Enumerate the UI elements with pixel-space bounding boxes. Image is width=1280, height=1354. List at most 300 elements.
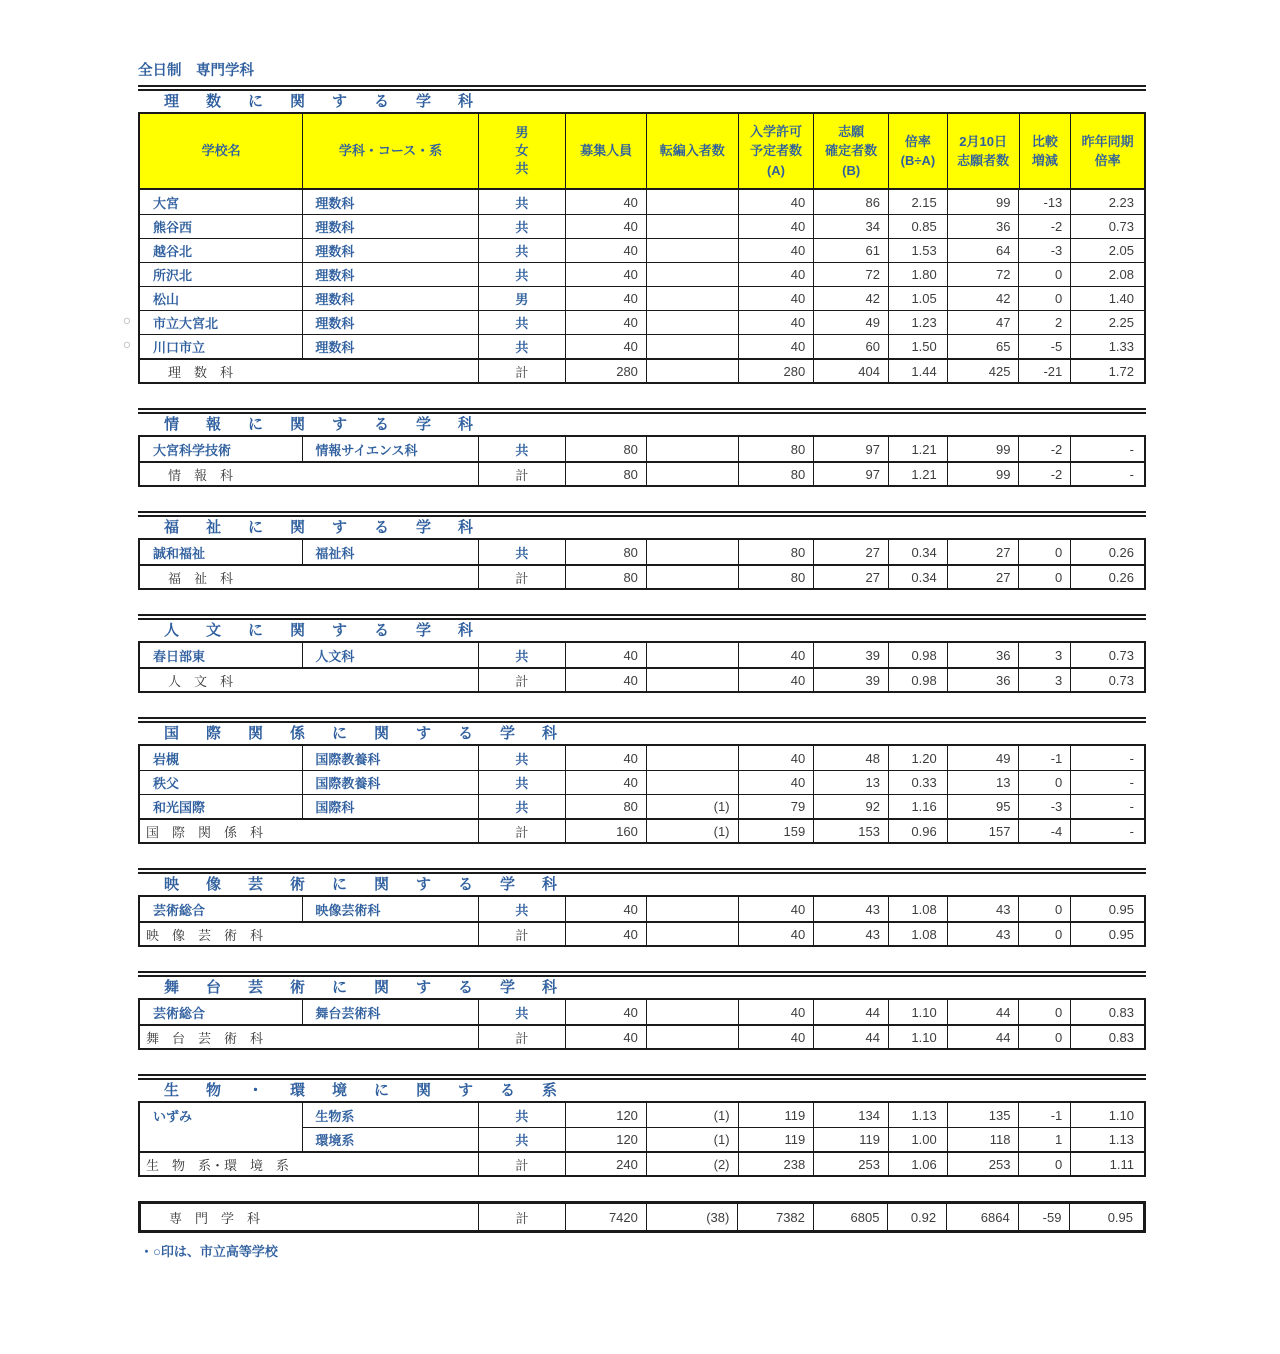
cell-feb10-applicants: 118 <box>948 1127 1020 1151</box>
cell-gender: 共 <box>479 1127 567 1151</box>
header-line: 女 <box>515 142 529 158</box>
cell-applicants-confirmed: 404 <box>814 358 889 382</box>
total-row <box>140 358 1144 382</box>
header-line: (A) <box>766 162 785 178</box>
table-row <box>140 214 1144 238</box>
cell-diff: -3 <box>1019 238 1071 262</box>
cell-lastyear-ratio: - <box>1071 461 1144 485</box>
cell-admit-planned: 40 <box>739 746 815 770</box>
cell-ratio: 1.21 <box>889 437 948 461</box>
cell-transfer: (1) <box>647 1127 739 1151</box>
cell-applicants-confirmed: 34 <box>814 214 889 238</box>
cell-lastyear-ratio: 0.95 <box>1108 901 1134 917</box>
cell-admit-planned: 79 <box>739 794 815 818</box>
section <box>138 1101 1146 1177</box>
cell-capacity: 40 <box>566 190 647 214</box>
cell-school: 春日部東 <box>140 643 303 667</box>
cell-total-mark: 計 <box>479 1024 567 1048</box>
cell-admit-planned: 40 <box>739 770 815 794</box>
cell-gender: 共 <box>479 437 567 461</box>
cell-diff: -2 <box>1019 461 1071 485</box>
section <box>138 998 1146 1050</box>
section <box>122 112 1146 384</box>
cell-lastyear-ratio: 0.95 <box>1071 921 1144 945</box>
cell-transfer <box>647 1024 739 1048</box>
cell-diff: 0 <box>1019 262 1071 286</box>
cell-applicants-confirmed: 42 <box>814 286 889 310</box>
table-row <box>140 437 1144 461</box>
cell-total-mark: 計 <box>479 564 567 588</box>
cell-feb10-applicants: 64 <box>948 238 1020 262</box>
header-line: 倍率 <box>904 133 931 149</box>
cell-applicants-confirmed: 134 <box>814 1103 889 1127</box>
section <box>138 538 1146 590</box>
header-line: 2月10日 <box>959 133 1007 149</box>
cell-transfer <box>647 190 739 214</box>
cell-total-label: 映 像 芸 術 科 <box>140 921 479 945</box>
header-applicants-confirmed <box>814 114 889 190</box>
cell-school: 川口市立 <box>140 334 303 358</box>
cell-lastyear-ratio: 1.33 <box>1071 334 1144 358</box>
cell-feb10-applicants: 95 <box>948 794 1020 818</box>
cell-lastyear-ratio: 1.10 <box>1108 1107 1134 1123</box>
header-line: 比較 <box>1031 133 1058 149</box>
cell-lastyear-ratio: 1.72 <box>1071 358 1144 382</box>
cell-feb10-applicants: 36 <box>948 214 1020 238</box>
cell-capacity: 7420 <box>566 1204 647 1230</box>
cell-lastyear-ratio: 0.26 <box>1071 564 1144 588</box>
cell-gender: 共 <box>479 540 567 564</box>
cell-admit-planned: 80 <box>739 540 815 564</box>
cell-applicants-confirmed: 39 <box>814 667 889 691</box>
cell-diff: 0 <box>1019 540 1071 564</box>
cell-feb10-applicants: 27 <box>948 540 1020 564</box>
cell-ratio: 0.96 <box>889 818 948 842</box>
cell-capacity: 40 <box>566 770 647 794</box>
cell-ratio: 0.98 <box>889 643 948 667</box>
section-title: 理 数 に 関 す る 学 科 <box>164 93 480 110</box>
header-line: 確定者数 <box>825 143 878 159</box>
cell-lastyear-ratio: 0.83 <box>1108 1004 1134 1020</box>
table-row <box>140 746 1144 770</box>
cell-school: 誠和福祉 <box>140 540 303 564</box>
cell-admit-planned: 40 <box>739 897 815 921</box>
cell-admit-planned: 40 <box>739 262 815 286</box>
cell-admit-planned: 40 <box>739 921 815 945</box>
cell-lastyear-ratio: 1.11 <box>1071 1151 1144 1175</box>
table-row <box>140 190 1144 214</box>
cell-admit-planned: 40 <box>739 334 815 358</box>
cell-diff: 0 <box>1019 1151 1071 1175</box>
section-title: 福 祉 に 関 す る 学 科 <box>164 519 480 536</box>
cell-applicants-confirmed: 6805 <box>814 1204 889 1230</box>
section-title: 情 報 に 関 す る 学 科 <box>164 416 480 433</box>
cell-applicants-confirmed: 253 <box>814 1151 889 1175</box>
cell-school: 市立大宮北 <box>140 310 303 334</box>
cell-lastyear-ratio: - <box>1071 818 1144 842</box>
cell-total-mark: 計 <box>479 358 567 382</box>
cell-gender: 共 <box>479 310 567 334</box>
table-row <box>140 770 1144 794</box>
data-table <box>138 641 1146 693</box>
cell-feb10-applicants: 47 <box>948 310 1020 334</box>
cell-admit-planned: 80 <box>739 437 815 461</box>
table-row <box>140 310 1144 334</box>
data-table <box>138 112 1146 384</box>
cell-total-mark: 計 <box>479 667 567 691</box>
cell-capacity: 40 <box>566 746 647 770</box>
municipal-circle-marker: ○ <box>122 336 132 352</box>
cell-ratio: 1.50 <box>889 334 948 358</box>
table-row <box>140 238 1144 262</box>
cell-admit-planned: 119 <box>739 1127 815 1151</box>
cell-admit-planned: 238 <box>739 1151 815 1175</box>
header-line: 男 <box>515 124 529 140</box>
cell-feb10-applicants: 49 <box>948 746 1020 770</box>
cell-admit-planned: 40 <box>739 190 815 214</box>
cell-school: いずみ <box>140 1103 303 1127</box>
header-ratio <box>889 114 948 190</box>
cell-applicants-confirmed: 43 <box>814 897 889 921</box>
cell-school: 大宮 <box>140 190 303 214</box>
cell-transfer: (1) <box>647 818 739 842</box>
cell-lastyear-ratio: 0.26 <box>1108 544 1134 560</box>
cell-transfer <box>647 770 739 794</box>
cell-gender: 共 <box>479 262 567 286</box>
cell-transfer: (1) <box>647 1103 739 1127</box>
cell-applicants-confirmed: 60 <box>814 334 889 358</box>
cell-ratio: 1.16 <box>889 794 948 818</box>
cell-lastyear-ratio: 0.83 <box>1071 1024 1144 1048</box>
cell-applicants-confirmed: 153 <box>814 818 889 842</box>
cell-admit-planned: 40 <box>739 214 815 238</box>
data-table <box>138 435 1146 487</box>
total-row <box>140 1151 1144 1175</box>
cell-transfer: (2) <box>647 1151 739 1175</box>
cell-admit-planned: 40 <box>739 310 815 334</box>
cell-feb10-applicants: 42 <box>948 286 1020 310</box>
cell-applicants-confirmed: 27 <box>814 564 889 588</box>
total-row <box>140 818 1144 842</box>
cell-total-mark: 計 <box>479 921 567 945</box>
cell-capacity: 40 <box>566 334 647 358</box>
cell-admit-planned: 40 <box>739 1024 815 1048</box>
cell-gender: 共 <box>479 1103 567 1127</box>
cell-capacity: 120 <box>566 1127 647 1151</box>
cell-applicants-confirmed: 119 <box>814 1127 889 1151</box>
cell-gender: 男 <box>479 286 567 310</box>
cell-ratio: 0.34 <box>889 540 948 564</box>
cell-capacity: 40 <box>566 921 647 945</box>
total-row <box>141 1204 1143 1230</box>
cell-lastyear-ratio: 2.25 <box>1071 310 1144 334</box>
cell-transfer <box>647 564 739 588</box>
section <box>138 895 1146 947</box>
header-line: (B÷A) <box>900 153 936 168</box>
header-line: 志願 <box>838 123 865 139</box>
cell-feb10-applicants: 44 <box>948 1000 1020 1024</box>
section-title: 映 像 芸 術 に 関 す る 学 科 <box>164 876 564 893</box>
header-line: 共 <box>515 160 529 176</box>
cell-capacity: 40 <box>566 286 647 310</box>
table-row <box>140 897 1144 921</box>
cell-applicants-confirmed: 43 <box>814 921 889 945</box>
sections-container <box>122 91 1146 1177</box>
cell-total-label: 理 数 科 <box>140 358 479 382</box>
cell-course: 理数科 <box>303 310 478 334</box>
cell-diff: -3 <box>1019 794 1071 818</box>
cell-transfer <box>647 1000 739 1024</box>
cell-admit-planned: 40 <box>739 643 815 667</box>
cell-diff: 0 <box>1019 1024 1071 1048</box>
total-row <box>140 461 1144 485</box>
cell-admit-planned: 7382 <box>738 1204 814 1230</box>
cell-course: 人文科 <box>303 643 478 667</box>
cell-applicants-confirmed: 48 <box>814 746 889 770</box>
cell-total-mark: 計 <box>479 461 567 485</box>
cell-ratio: 0.98 <box>889 667 948 691</box>
cell-transfer <box>647 897 739 921</box>
cell-applicants-confirmed: 49 <box>814 310 889 334</box>
total-row <box>140 1024 1144 1048</box>
cell-school: 大宮科学技術 <box>140 437 303 461</box>
cell-lastyear-ratio: 2.05 <box>1071 238 1144 262</box>
cell-ratio: 1.05 <box>889 286 948 310</box>
cell-feb10-applicants: 135 <box>948 1103 1020 1127</box>
cell-capacity: 80 <box>566 461 647 485</box>
cell-lastyear-ratio: 2.23 <box>1108 194 1134 210</box>
header-line: 倍率 <box>1094 153 1121 168</box>
cell-course: 理数科 <box>303 262 478 286</box>
cell-diff: -5 <box>1019 334 1071 358</box>
cell-diff: -2 <box>1019 214 1071 238</box>
cell-lastyear-ratio: 1.40 <box>1071 286 1144 310</box>
section <box>138 641 1146 693</box>
cell-applicants-confirmed: 86 <box>814 190 889 214</box>
cell-ratio: 0.33 <box>889 770 948 794</box>
table-row <box>140 334 1144 358</box>
cell-total-label: 福 祉 科 <box>140 564 479 588</box>
table-row <box>140 794 1144 818</box>
cell-capacity: 40 <box>566 1024 647 1048</box>
cell-capacity: 40 <box>566 214 647 238</box>
cell-capacity: 160 <box>566 818 647 842</box>
cell-transfer: (1) <box>647 794 739 818</box>
cell-diff: 0 <box>1019 921 1071 945</box>
table-header-row <box>140 114 1144 190</box>
section-title: 舞 台 芸 術 に 関 す る 学 科 <box>164 979 564 996</box>
cell-diff: 1 <box>1019 1127 1071 1151</box>
cell-school: 所沢北 <box>140 262 303 286</box>
cell-total-mark: 計 <box>479 1151 567 1175</box>
cell-feb10-applicants: 99 <box>948 437 1020 461</box>
header-gender <box>479 114 567 190</box>
cell-feb10-applicants: 44 <box>948 1024 1020 1048</box>
table-row <box>140 1000 1144 1024</box>
cell-capacity: 80 <box>566 564 647 588</box>
cell-transfer <box>647 461 739 485</box>
cell-feb10-applicants: 6864 <box>947 1204 1019 1230</box>
cell-school <box>140 1127 303 1151</box>
cell-ratio: 1.53 <box>889 238 948 262</box>
cell-feb10-applicants: 36 <box>948 643 1020 667</box>
cell-transfer <box>647 540 739 564</box>
cell-course: 理数科 <box>303 334 478 358</box>
cell-course: 国際科 <box>303 794 478 818</box>
cell-course: 理数科 <box>303 190 478 214</box>
cell-diff: 3 <box>1019 643 1071 667</box>
cell-admit-planned: 40 <box>739 238 815 262</box>
cell-admit-planned: 40 <box>739 286 815 310</box>
table-row <box>140 286 1144 310</box>
grand-total-table <box>138 1201 1146 1233</box>
header-admit-planned <box>739 114 815 190</box>
cell-gender: 共 <box>479 214 567 238</box>
cell-total-mark: 計 <box>479 1204 566 1230</box>
cell-capacity: 40 <box>566 238 647 262</box>
cell-feb10-applicants: 157 <box>948 818 1020 842</box>
data-table <box>138 744 1146 844</box>
cell-applicants-confirmed: 61 <box>814 238 889 262</box>
cell-course: 国際教養科 <box>303 746 478 770</box>
cell-diff: 0 <box>1019 286 1071 310</box>
cell-diff: -1 <box>1019 1103 1071 1127</box>
cell-gender: 共 <box>479 643 567 667</box>
cell-feb10-applicants: 425 <box>948 358 1020 382</box>
cell-lastyear-ratio: - <box>1071 794 1144 818</box>
cell-total-label: 専 門 学 科 <box>141 1204 479 1230</box>
cell-diff: 0 <box>1019 770 1071 794</box>
cell-capacity: 40 <box>566 643 647 667</box>
cell-course: 映像芸術科 <box>303 897 478 921</box>
cell-applicants-confirmed: 72 <box>814 262 889 286</box>
cell-school: 和光国際 <box>140 794 303 818</box>
section <box>138 435 1146 487</box>
cell-ratio: 1.06 <box>889 1151 948 1175</box>
cell-gender: 共 <box>479 334 567 358</box>
cell-capacity: 80 <box>566 437 647 461</box>
cell-lastyear-ratio: - <box>1129 750 1134 766</box>
header-line: 昨年同期 <box>1081 133 1134 149</box>
cell-feb10-applicants: 43 <box>948 897 1020 921</box>
cell-course: 理数科 <box>303 286 478 310</box>
header-course: 学科・コース・系 <box>303 114 478 190</box>
cell-transfer <box>647 262 739 286</box>
cell-capacity: 240 <box>566 1151 647 1175</box>
cell-capacity: 40 <box>566 262 647 286</box>
cell-gender: 共 <box>479 1000 567 1024</box>
cell-transfer <box>647 214 739 238</box>
cell-lastyear-ratio: 0.73 <box>1071 214 1144 238</box>
cell-ratio: 0.92 <box>888 1204 947 1230</box>
cell-lastyear-ratio: 2.08 <box>1071 262 1144 286</box>
cell-lastyear-ratio: 0.73 <box>1108 647 1134 663</box>
cell-capacity: 280 <box>566 358 647 382</box>
cell-applicants-confirmed: 39 <box>814 643 889 667</box>
header-feb10-applicants <box>948 114 1020 190</box>
section-title: 国 際 関 係 に 関 す る 学 科 <box>164 725 564 742</box>
cell-capacity: 40 <box>566 897 647 921</box>
cell-total-label: 人 文 科 <box>140 667 479 691</box>
cell-capacity: 120 <box>566 1103 647 1127</box>
cell-lastyear-ratio: - <box>1071 770 1144 794</box>
cell-diff: 2 <box>1019 310 1071 334</box>
header-diff <box>1020 114 1072 190</box>
header-lastyear-ratio <box>1071 114 1144 190</box>
cell-ratio: 1.08 <box>889 921 948 945</box>
cell-applicants-confirmed: 97 <box>814 461 889 485</box>
cell-lastyear-ratio: - <box>1129 441 1134 457</box>
header-line: 増減 <box>1031 153 1058 168</box>
cell-total-mark: 計 <box>479 818 567 842</box>
data-table <box>138 1101 1146 1177</box>
cell-gender: 共 <box>479 746 567 770</box>
cell-ratio: 1.08 <box>889 897 948 921</box>
table-row <box>140 1103 1144 1127</box>
cell-applicants-confirmed: 92 <box>814 794 889 818</box>
cell-feb10-applicants: 43 <box>948 921 1020 945</box>
cell-gender: 共 <box>479 190 567 214</box>
cell-diff: -1 <box>1019 746 1071 770</box>
cell-transfer <box>647 238 739 262</box>
cell-transfer <box>647 286 739 310</box>
cell-diff: -21 <box>1019 358 1071 382</box>
header-school: 学校名 <box>140 114 303 190</box>
cell-lastyear-ratio: 0.73 <box>1071 667 1144 691</box>
header-transfer: 転編入者数 <box>647 114 739 190</box>
total-row <box>140 667 1144 691</box>
cell-applicants-confirmed: 44 <box>814 1000 889 1024</box>
cell-school: 秩父 <box>140 770 303 794</box>
data-table <box>138 998 1146 1050</box>
cell-diff: 0 <box>1019 564 1071 588</box>
cell-capacity: 80 <box>566 794 647 818</box>
cell-feb10-applicants: 36 <box>948 667 1020 691</box>
cell-gender: 共 <box>479 794 567 818</box>
cell-school: 越谷北 <box>140 238 303 262</box>
table-row <box>140 1127 1144 1151</box>
cell-course: 理数科 <box>303 214 478 238</box>
cell-course: 福祉科 <box>303 540 478 564</box>
cell-ratio: 1.10 <box>889 1024 948 1048</box>
cell-transfer <box>647 358 739 382</box>
cell-transfer <box>647 334 739 358</box>
cell-course: 情報サイエンス科 <box>303 437 478 461</box>
data-table <box>138 895 1146 947</box>
cell-admit-planned: 80 <box>739 564 815 588</box>
cell-course: 国際教養科 <box>303 770 478 794</box>
cell-ratio: 1.21 <box>889 461 948 485</box>
cell-ratio: 2.15 <box>889 190 948 214</box>
cell-lastyear-ratio: 0.95 <box>1107 1209 1134 1225</box>
data-table <box>138 538 1146 590</box>
cell-capacity: 40 <box>566 310 647 334</box>
table-row <box>140 540 1144 564</box>
cell-school: 芸術総合 <box>140 1000 303 1024</box>
cell-feb10-applicants: 99 <box>948 461 1020 485</box>
cell-feb10-applicants: 65 <box>948 334 1020 358</box>
cell-course: 環境系 <box>303 1127 478 1151</box>
footnote: ・○印は、市立高等学校 <box>140 1244 278 1259</box>
header-capacity: 募集人員 <box>566 114 647 190</box>
cell-diff: 0 <box>1019 1000 1071 1024</box>
cell-transfer <box>647 746 739 770</box>
cell-ratio: 0.85 <box>889 214 948 238</box>
cell-applicants-confirmed: 44 <box>814 1024 889 1048</box>
cell-school: 松山 <box>140 286 303 310</box>
cell-capacity: 80 <box>566 540 647 564</box>
cell-transfer <box>647 921 739 945</box>
